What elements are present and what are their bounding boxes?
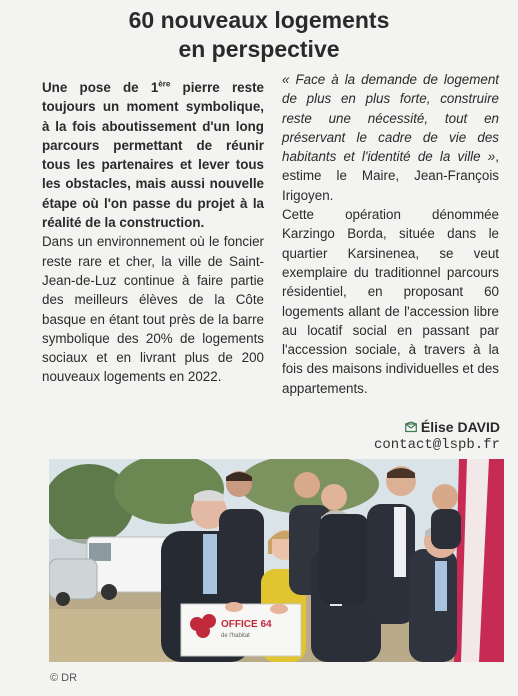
mayor-quote: « Face à la demande de logement de plus en plus forte, construire reste une nécessité, tout en préservant le cadre de vie des habitants et l'identité de la ville »: [282, 72, 499, 165]
article-title: [0, 6, 518, 64]
author-email[interactable]: contact@lspb.fr: [373, 437, 500, 453]
photo-illustration: [49, 459, 504, 662]
lead-text-a: Une pose de 1: [42, 80, 159, 95]
photo-credit: © DR: [50, 672, 78, 684]
right-column: [282, 70, 499, 398]
author-block: [374, 418, 500, 454]
envelope-icon: [405, 421, 417, 433]
author-name-text: Élise DAVID: [420, 419, 500, 435]
ceremony-photo: [49, 459, 504, 662]
author-name: [374, 418, 500, 436]
stone-sublabel: de l'habitat: [221, 633, 250, 639]
quote-paragraph: [282, 70, 499, 205]
left-body-paragraph: Dans un environnement où le foncier reste rare et cher, la ville de Saint-Jean-de-Luz continue à faire partie des meilleurs élèves de la Côte basque en étant tout près de la barre symbolique des 20% de logements sociaux et en livrant plus de 200 nouveaux logements en 2022.: [42, 234, 264, 385]
left-column: [42, 78, 264, 387]
quote-attribution: , estime le Maire, Jean-François Irigoyen.: [282, 149, 499, 203]
right-body-paragraph: Cette opération dénommée Karzingo Borda, située dans le quartier Karsinenea, se veut exemplaire du traditionnel parcours résidentiel, en proposant 60 logements allant de l'accession libre au locatif social en passant par l'accession sociale, à travers à la fois des maisons individuelles et des appartements.: [282, 207, 499, 396]
title-line-2: en perspective: [178, 36, 340, 62]
lead-superscript: ère: [158, 79, 171, 89]
stone-label: OFFICE 64: [221, 619, 272, 630]
lead-paragraph: [42, 78, 264, 232]
lead-text-b: pierre reste toujours un moment symbolique, à la fois aboutissement d'un long parcours permettant de réunir tous les partenaires et lever tous les obstacles, mais aussi nouvelle étape où l'on passe du projet à la réalité de la construction.: [42, 80, 264, 231]
title-line-1: 60 nouveaux logements: [128, 7, 390, 33]
